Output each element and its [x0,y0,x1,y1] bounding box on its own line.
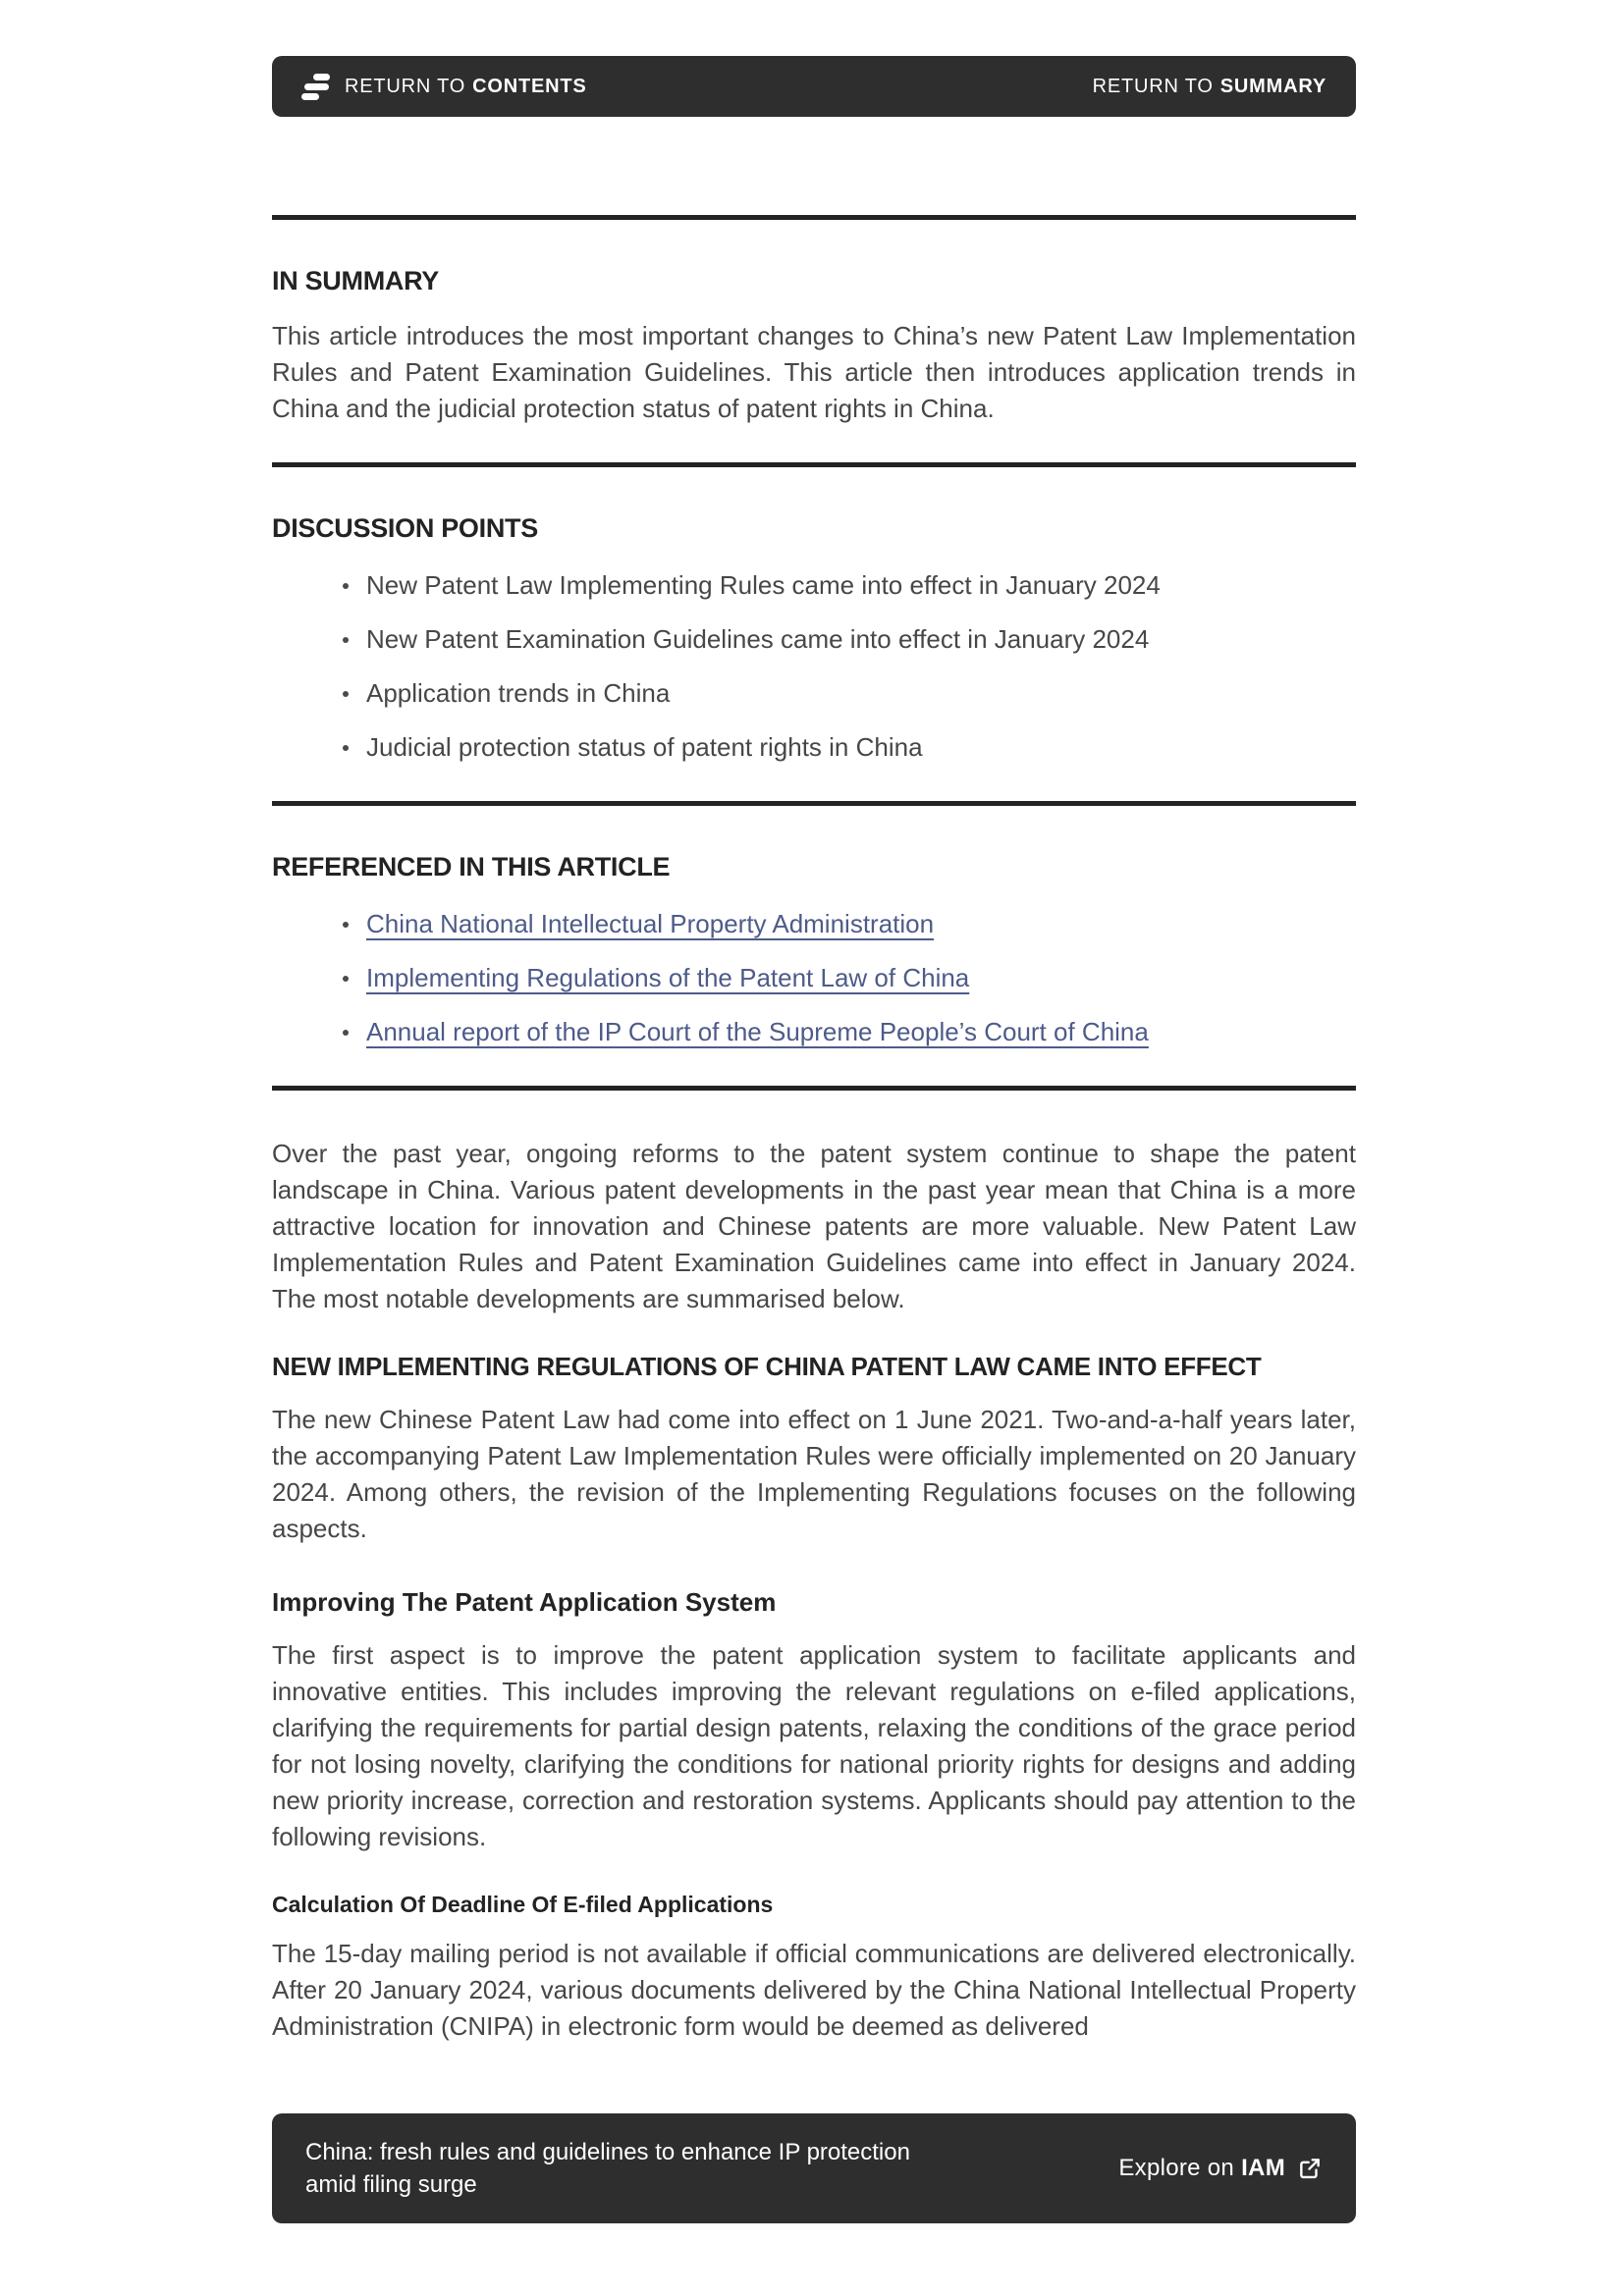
footer-article-title: China: fresh rules and guidelines to enhance IP protection amid filing surge [305,2139,910,2198]
discussion-points-list [272,567,1356,766]
external-link-icon [1297,2156,1323,2181]
top-navigation-bar [272,56,1356,117]
section-divider [272,215,1356,220]
bullet-icon [343,922,349,928]
in-summary-text: This article introduces the most important changes to China’s new Patent Law Implementation Rules and Patent Examination Guidelines. This article then introduces application trends in China and the judicial protection status of patent rights in China. [272,321,1356,423]
return-to-contents-button[interactable] [301,73,587,100]
bullet-icon [343,745,349,751]
bullet-icon [343,1030,349,1036]
return-to-contents-label: RETURN TO CONTENTS [345,75,587,97]
article-h2-heading: NEW IMPLEMENTING REGULATIONS OF CHINA PATENT LAW CAME INTO EFFECT [272,1352,1262,1381]
section-divider [272,801,1356,806]
bullet-icon [343,637,349,643]
article-h4-paragraph: The 15-day mailing period is not available if official communications are delivered electronically. After 20 January 2024, various documents delivered by the China National Intellectual Property Administration (CNIPA) in electronic form would be deemed as delivered [272,1939,1356,2041]
article-h4-heading: Calculation Of Deadline Of E-filed Applications [272,1892,774,1917]
list-item: New Patent Law Implementing Rules came into effect in January 2024 [343,567,1356,604]
article-h2-paragraph: The new Chinese Patent Law had come into effect on 1 June 2021. Two-and-a-half years later, the accompanying Patent Law Implementation Rules were officially implemented on 20 January 2024. Among others, the revision of the Implementing Regulations focuses on the following aspects. [272,1405,1356,1543]
bullet-icon [343,583,349,589]
bullet-icon [343,691,349,697]
list-item: Judicial protection status of patent rights in China [343,729,1356,766]
list-item [343,906,1356,942]
bullet-icon [343,976,349,982]
list-item: New Patent Examination Guidelines came into effect in January 2024 [343,621,1356,658]
reference-link-cnipa[interactable]: China National Intellectual Property Administration [366,909,935,938]
explore-on-iam-label: Explore on IAM [1118,2155,1285,2181]
discussion-points-heading: DISCUSSION POINTS [272,513,538,543]
reference-link-implementing-regulations[interactable]: Implementing Regulations of the Patent Law of China [366,963,970,992]
in-summary-heading: IN SUMMARY [272,266,439,295]
list-item [343,1014,1356,1050]
section-divider [272,462,1356,467]
return-to-summary-label: RETURN TO SUMMARY [1092,75,1326,97]
explore-on-iam-button[interactable] [1118,2155,1323,2182]
referenced-links-list [272,906,1356,1050]
article-intro-paragraph: Over the past year, ongoing reforms to the patent system continue to shape the patent landscape in China. Various patent developments in the past year mean that China is a more attractive location for innovation and Chinese patents are more valuable. New Patent Law Implementation Rules and Patent Examination Guidelines came into effect in January 2024. The most notable developments are summarised below. [272,1139,1356,1313]
list-item: Application trends in China [343,675,1356,712]
article-h3-heading: Improving The Patent Application System [272,1587,777,1617]
footer-bar [272,2113,1356,2223]
return-to-summary-button[interactable] [1093,76,1326,98]
section-divider [272,1086,1356,1091]
reference-link-annual-report[interactable]: Annual report of the IP Court of the Supreme People’s Court of China [366,1017,1149,1046]
referenced-heading: REFERENCED IN THIS ARTICLE [272,852,671,881]
contents-list-icon [301,73,331,100]
article-h3-paragraph: The first aspect is to improve the patent application system to facilitate applicants and innovative entities. This includes improving the relevant regulations on e-filed applications, clarifying the requirements for partial design patents, relaxing the conditions of the grace period for not losing novelty, clarifying the conditions for national priority rights for designs and adding new priority increase, correction and restoration systems. Applicants should pay attention to the following revisions. [272,1640,1356,1851]
list-item [343,960,1356,996]
